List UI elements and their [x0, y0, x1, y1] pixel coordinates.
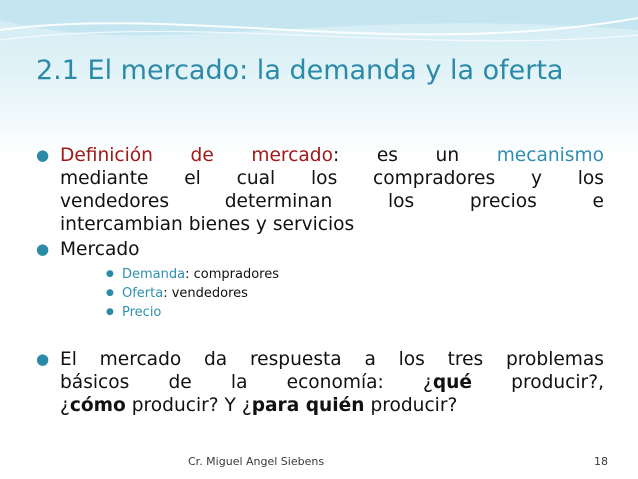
definition-term: Definición de mercado: [60, 145, 333, 166]
sub-bullet-icon: ●: [106, 288, 114, 298]
respuesta-text: ¿: [60, 395, 70, 416]
definition-line-4: intercambian bienes y servicios: [60, 214, 355, 235]
respuesta-bold-para-quien: para quién: [251, 395, 365, 416]
bullet-icon: ●: [36, 350, 50, 368]
definition-highlight: mecanismo: [496, 145, 604, 166]
bullet-mercado-text: Mercado: [60, 239, 140, 260]
definition-sep: : es un: [332, 145, 497, 166]
respuesta-text: producir?: [364, 395, 458, 416]
footer-author: Cr. Miguel Angel Siebens: [188, 455, 325, 468]
footer-page-number: 18: [594, 455, 608, 468]
sub-bullet-oferta: [36, 284, 604, 303]
sub-bullet-precio: [36, 303, 604, 322]
respuesta-line-1: El mercado da respuesta a los tres problemas: [60, 349, 604, 370]
slide-title: 2.1 El mercado: la demanda y la oferta: [36, 55, 564, 86]
respuesta-line-2: [60, 371, 604, 394]
respuesta-text: producir? Y ¿: [125, 395, 252, 416]
respuesta-text: básicos de la economía: ¿: [60, 372, 433, 393]
sub-bullet-icon: ●: [106, 269, 114, 279]
respuesta-text: producir?,: [472, 372, 604, 393]
bullet-respuesta: [36, 348, 604, 417]
bullet-mercado: [36, 238, 604, 261]
respuesta-line-3: [60, 394, 604, 417]
bullet-icon: ●: [36, 146, 50, 164]
bullet-icon: ●: [36, 240, 50, 258]
sub-term-demanda: Demanda: [122, 267, 186, 282]
sub-text-demanda: : compradores: [185, 267, 279, 282]
sub-term-precio: Precio: [122, 305, 162, 320]
respuesta-bold-como: cómo: [69, 395, 126, 416]
sub-text-oferta: : vendedores: [163, 286, 248, 301]
definition-line-2: mediante el cual los compradores y los: [60, 168, 604, 189]
sub-bullet-icon: ●: [106, 307, 114, 317]
definition-line-1: [60, 144, 604, 167]
respuesta-bold-que: qué: [432, 372, 472, 393]
sub-bullet-demanda: [36, 265, 604, 284]
sub-term-oferta: Oferta: [122, 286, 164, 301]
bullet-definition: [36, 144, 604, 236]
definition-line-3: vendedores determinan los precios e: [60, 191, 604, 212]
slide-body: [36, 144, 604, 417]
